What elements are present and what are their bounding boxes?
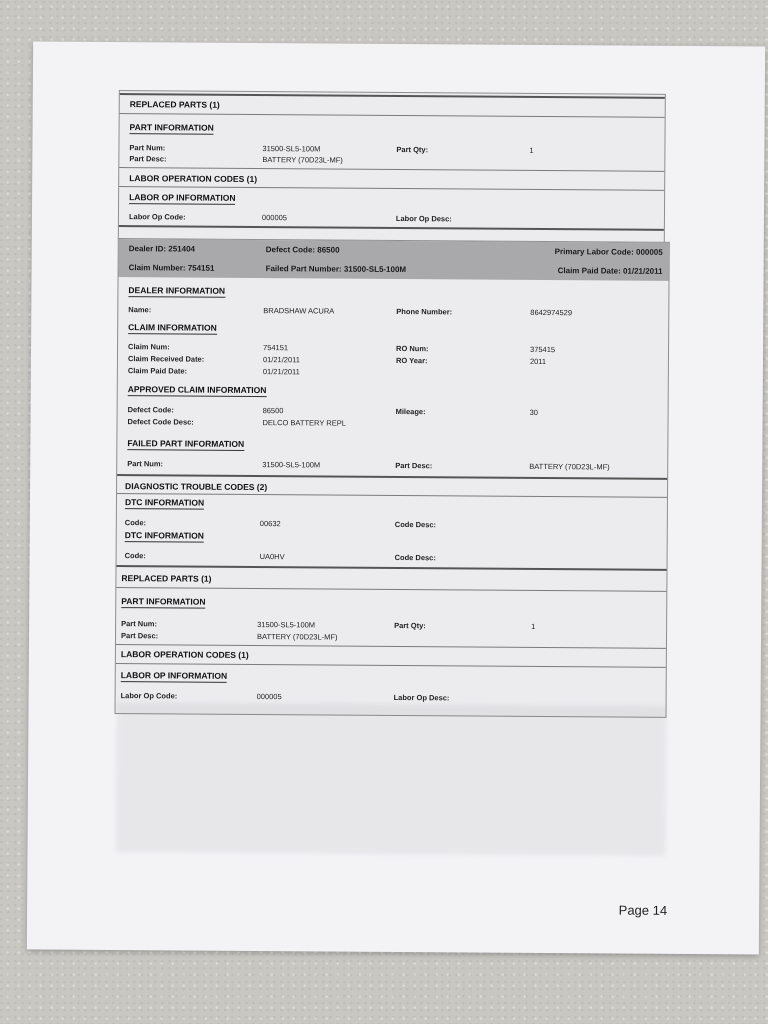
defect-desc-label: Defect Code Desc: (127, 417, 194, 427)
page-number: Page 14 (618, 902, 668, 918)
document-page (27, 41, 765, 954)
replaced-part-desc-value: BATTERY (70D23L-MF) (256, 632, 338, 642)
band-failed-part: Failed Part Number: 31500-SL5-100M (265, 264, 407, 275)
labor-op-code-value: 000005 (261, 213, 288, 223)
ro-year-value: 2011 (529, 356, 547, 367)
subsection-part-information: PART INFORMATION (121, 596, 206, 607)
failed-part-num-label: Part Num: (127, 459, 164, 469)
dtc-code-label-1: Code: (124, 518, 147, 528)
subsection-claim-information: CLAIM INFORMATION (128, 322, 217, 333)
subsection-labor-op-information: LABOR OP INFORMATION (120, 670, 228, 681)
dealer-name-value: BRADSHAW ACURA (263, 306, 335, 316)
failed-part-desc-value: BATTERY (70D23L-MF) (529, 461, 610, 472)
divider (116, 587, 666, 592)
subsection-approved-claim: APPROVED CLAIM INFORMATION (127, 384, 267, 396)
replaced-part-qty-value: 1 (531, 621, 536, 631)
failed-part-num-value: 31500-SL5-100M (262, 460, 321, 470)
part-num-label: Part Num: (129, 143, 166, 153)
replaced-part-num-label: Part Num: (121, 619, 157, 629)
replaced-part-num-value: 31500-SL5-100M (257, 620, 316, 630)
section-replaced-parts: REPLACED PARTS (1) (121, 573, 212, 584)
subsection-part-information: PART INFORMATION (129, 122, 214, 133)
defect-code-label: Defect Code: (127, 405, 174, 415)
claim-paid-value: 01/21/2011 (262, 367, 300, 377)
part-qty-value: 1 (529, 145, 534, 155)
section-labor-operation-codes: LABOR OPERATION CODES (1) (129, 173, 258, 185)
dtc-code-value-2: UA0HV (259, 552, 285, 562)
ro-num-label: RO Num: (396, 343, 429, 354)
subsection-dealer-information: DEALER INFORMATION (128, 285, 226, 296)
replaced-parts-form-top (118, 90, 666, 246)
divider (116, 663, 666, 668)
labor-op-code-label: Labor Op Code: (120, 691, 178, 701)
bleed-through-shadow (116, 702, 667, 856)
labor-op-code-value: 000005 (256, 692, 282, 702)
defect-code-value: 86500 (262, 406, 284, 416)
section-labor-operation-codes: LABOR OPERATION CODES (1) (120, 649, 249, 660)
labor-op-desc-label: Labor Op Desc: (395, 213, 452, 224)
band-primary-labor: Primary Labor Code: 000005 (554, 247, 663, 257)
part-desc-value: BATTERY (70D23L-MF) (262, 155, 343, 165)
section-replaced-parts: REPLACED PARTS (1) (129, 99, 220, 110)
phone-label: Phone Number: (396, 306, 453, 317)
labor-op-code-label: Labor Op Code: (128, 212, 186, 222)
mileage-value: 30 (529, 407, 538, 417)
dealer-name-label: Name: (128, 305, 152, 315)
mileage-label: Mileage: (395, 406, 426, 417)
subsection-labor-op-information: LABOR OP INFORMATION (129, 192, 236, 203)
divider (119, 225, 664, 231)
divider (117, 565, 667, 571)
ro-year-label: RO Year: (395, 355, 428, 366)
section-dtc-codes: DIAGNOSTIC TROUBLE CODES (2) (125, 481, 268, 493)
divider (120, 93, 665, 99)
claim-received-label: Claim Received Date: (127, 354, 205, 364)
part-num-value: 31500-SL5-100M (262, 144, 321, 154)
claim-num-label: Claim Num: (128, 342, 170, 352)
dtc-code-desc-label-1: Code Desc: (394, 519, 437, 530)
dtc-code-label-2: Code: (124, 551, 146, 561)
subsection-dtc-information-1: DTC INFORMATION (124, 497, 205, 508)
subsection-dtc-information-2: DTC INFORMATION (124, 530, 204, 541)
part-qty-label: Part Qty: (396, 144, 429, 155)
band-defect-code: Defect Code: 86500 (265, 245, 340, 255)
subsection-failed-part: FAILED PART INFORMATION (127, 438, 245, 449)
replaced-part-qty-label: Part Qty: (394, 620, 426, 631)
dtc-code-desc-label-2: Code Desc: (394, 552, 436, 563)
divider (117, 474, 667, 480)
phone-value: 8642974529 (530, 307, 573, 318)
claim-num-value: 754151 (263, 343, 289, 353)
divider (116, 644, 666, 649)
claim-form (114, 238, 669, 718)
part-desc-label: Part Desc: (129, 154, 167, 164)
ro-num-value: 375415 (530, 344, 556, 355)
replaced-part-desc-label: Part Desc: (121, 631, 159, 641)
divider (119, 167, 664, 172)
dtc-code-value-1: 00632 (259, 519, 281, 529)
failed-part-desc-label: Part Desc: (395, 460, 433, 471)
claim-paid-label: Claim Paid Date: (127, 366, 188, 376)
band-claim-number: Claim Number: 754151 (128, 263, 215, 273)
claim-summary-band (119, 239, 669, 281)
claim-received-value: 01/21/2011 (262, 355, 300, 365)
divider (119, 186, 664, 191)
labor-op-desc-label: Labor Op Desc: (393, 692, 450, 703)
divider (120, 113, 665, 118)
band-dealer-id: Dealer ID: 251404 (128, 244, 196, 254)
defect-desc-value: DELCO BATTERY REPL (262, 418, 346, 428)
band-claim-paid: Claim Paid Date: 01/21/2011 (557, 266, 663, 276)
